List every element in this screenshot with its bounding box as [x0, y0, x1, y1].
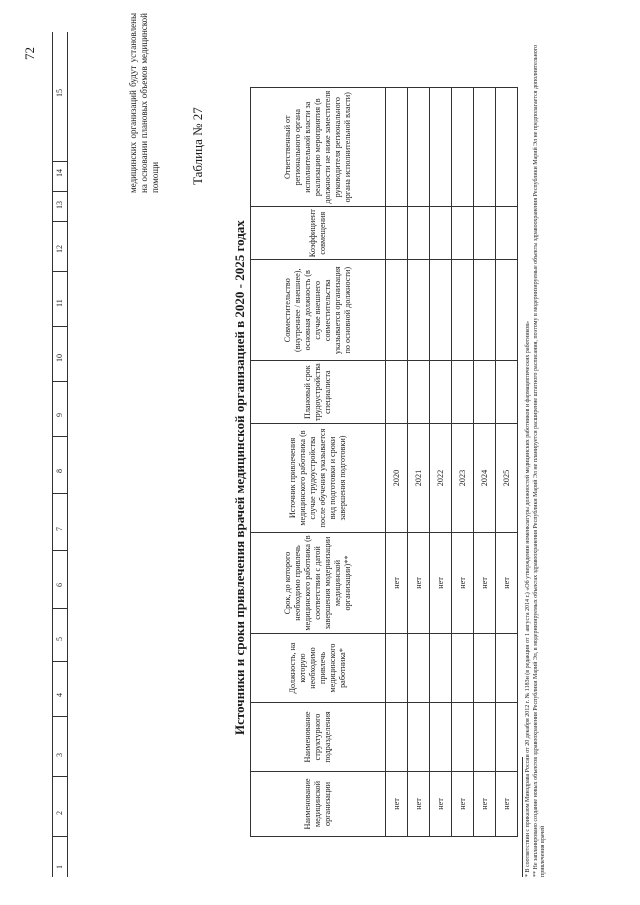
column-number: 6	[55, 583, 64, 587]
table-row	[496, 88, 518, 837]
table-cell	[496, 88, 518, 207]
column-number: 14	[55, 169, 64, 177]
table-cell: нет	[386, 533, 408, 634]
table-cell: нет	[408, 772, 430, 837]
table-cell	[408, 634, 430, 703]
table-number: Таблица № 27	[190, 107, 205, 185]
column-number: 10	[55, 354, 64, 362]
table-cell	[496, 260, 518, 361]
table-cell	[386, 703, 408, 772]
table-cell: 2020	[386, 424, 408, 533]
table-cell	[430, 207, 452, 260]
table-cell: нет	[496, 772, 518, 837]
table-cell	[386, 361, 408, 424]
table-cell	[408, 88, 430, 207]
table-row	[474, 88, 496, 837]
column-number: 1	[55, 865, 64, 869]
table-cell	[386, 207, 408, 260]
table-cell: нет	[452, 533, 474, 634]
header-cell: Источник привлечения медицинского работника (в случае трудоустройства после обучения указывается вид подготовки и сроки завершения подготовки)	[251, 424, 386, 533]
column-number: 9	[55, 413, 64, 417]
table-cell: нет	[386, 772, 408, 837]
column-number: 5	[55, 637, 64, 641]
table-cell	[386, 260, 408, 361]
table-cell: 2021	[408, 424, 430, 533]
table-cell	[452, 207, 474, 260]
table-row	[430, 88, 452, 837]
table-cell	[474, 207, 496, 260]
table-cell	[474, 634, 496, 703]
header-cell: Наименование структурного подразделения	[251, 703, 386, 772]
page-number: 72	[22, 47, 37, 60]
footnote: ** Не запланировано создание новых объектов здравоохранения Республики Марий Эл, в модернизируемых объектах здравоохранения Республики Марий Эл не планируется расширение штатного расписания, поэтому в модернизируемые объекты здравоохранения Республики Марий Эл не предполагается дополнительного привлечения врачей	[532, 44, 546, 877]
table-cell	[452, 260, 474, 361]
table-cell	[430, 361, 452, 424]
table-cell	[496, 207, 518, 260]
table-cell	[430, 703, 452, 772]
table-row	[452, 88, 474, 837]
column-number: 7	[55, 527, 64, 531]
header-cell: Ответственный от регионального органа исполнительной власти за реализацию мероприятия (в должности не ниже заместителя руководителя регионального органа исполнительной власти)	[251, 88, 386, 207]
previous-table-text: медицинских организаций будут установлены на основании плановых объемов медицинской помощи	[128, 13, 160, 193]
table-cell: 2024	[474, 424, 496, 533]
table-cell	[474, 361, 496, 424]
table-cell: нет	[496, 533, 518, 634]
table-title: Источники и сроки привлечения врачей медицинской организацией в 2020 - 2025 годах	[232, 220, 247, 735]
table-cell	[430, 634, 452, 703]
table-row	[386, 88, 408, 837]
footnote-divider	[522, 757, 523, 877]
table-cell: нет	[408, 533, 430, 634]
table-cell	[386, 634, 408, 703]
column-number: 3	[55, 753, 64, 757]
column-number: 2	[55, 811, 64, 815]
table-cell	[474, 703, 496, 772]
table-cell: нет	[474, 533, 496, 634]
table-cell: нет	[474, 772, 496, 837]
table-row	[408, 88, 430, 837]
table-cell: 2023	[452, 424, 474, 533]
table-cell	[496, 703, 518, 772]
table-cell	[408, 207, 430, 260]
table-cell: 2025	[496, 424, 518, 533]
table-cell	[496, 634, 518, 703]
table-cell	[408, 703, 430, 772]
table-cell	[496, 361, 518, 424]
table-cell: нет	[452, 772, 474, 837]
table-cell	[386, 88, 408, 207]
header-cell: Совместительство (внутреннее / внешнее), основная должность (в случае внешнего совместительства указывается организация по основной должности)	[251, 260, 386, 361]
column-number: 12	[55, 245, 64, 253]
column-number: 15	[55, 89, 64, 97]
header-cell: Коэффициент совмещения	[251, 207, 386, 260]
table-cell	[430, 88, 452, 207]
table-cell	[474, 88, 496, 207]
header-row	[251, 88, 386, 837]
table-cell	[474, 260, 496, 361]
table-cell	[452, 88, 474, 207]
footnote: * В соответствии с приказом Минздрава России от 20 декабря 2012 г. № 1183н (в редакции от 1 августа 2014 г.) «Об утверждении номенклатуры должностей медицинских работников и фармацевтических работников»	[525, 320, 531, 877]
table-cell: нет	[430, 533, 452, 634]
column-number: 8	[55, 469, 64, 473]
column-number: 13	[55, 201, 64, 209]
table-cell	[452, 634, 474, 703]
table-cell: нет	[430, 772, 452, 837]
header-cell: Срок, до которого необходимо привлечь медицинского работника (в соответствии с датой завершения модернизации медицинской организации)**	[251, 533, 386, 634]
column-number: 4	[55, 693, 64, 697]
footnotes	[522, 27, 548, 877]
table-cell	[430, 260, 452, 361]
table-cell: 2022	[430, 424, 452, 533]
data-table	[250, 87, 518, 837]
table-cell	[408, 361, 430, 424]
header-cell: Наименование медицинской организации	[251, 772, 386, 837]
table-cell	[408, 260, 430, 361]
column-number: 11	[55, 299, 64, 307]
header-cell: Плановый срок трудоустройства специалиста	[251, 361, 386, 424]
column-number-strip	[52, 32, 68, 877]
table-cell	[452, 361, 474, 424]
table-cell	[452, 703, 474, 772]
header-cell: Должность, на которую необходимо привлечь медицинского работника*	[251, 634, 386, 703]
